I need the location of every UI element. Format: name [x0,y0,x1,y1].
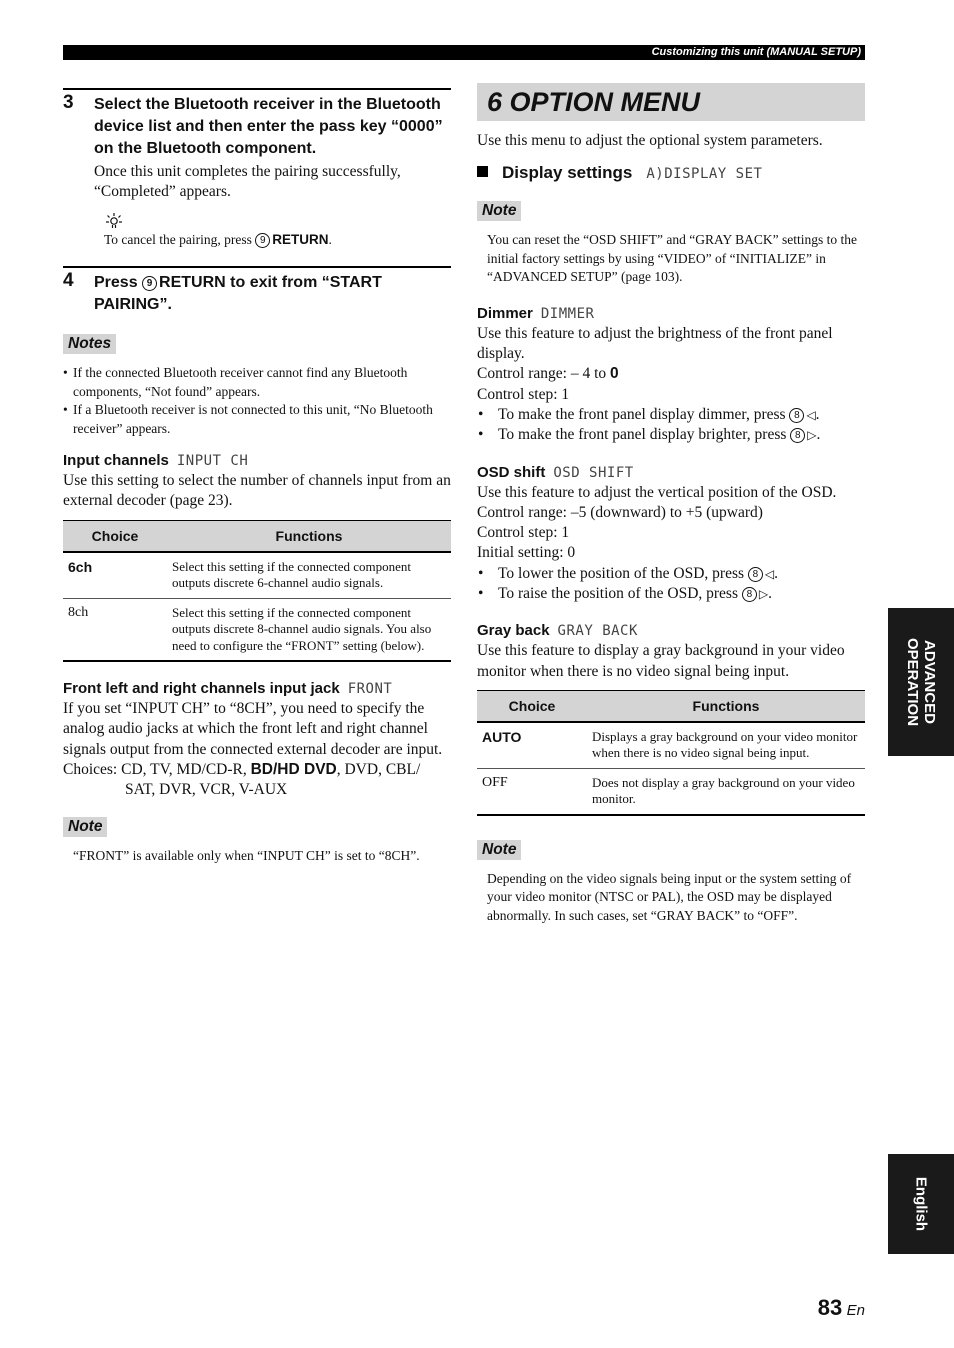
function-cell: Select this setting if the connected component outputs discrete 6-channel audio signals. [167,552,451,599]
tip-end: . [328,232,332,247]
input-channels-table [63,520,451,663]
note-label: Note [477,840,521,860]
list-item: • To make the front panel display brighter, press 8 ▷. [477,425,865,445]
side-tab-label: English [912,1176,930,1232]
key-number-icon: 8 [742,587,757,602]
tip-text: To cancel the pairing, press [104,232,252,247]
list-item: • To lower the position of the OSD, press 8 ◁. [477,564,865,584]
display-settings-heading [477,163,865,183]
input-channels-heading [63,452,451,469]
note-label: Note [477,201,521,221]
step-3 [63,88,451,248]
section-title: Dimmer [477,304,533,322]
choices-list-line2: SAT, DVR, VCR, V-AUX [125,781,288,799]
note-item: • If the connected Bluetooth receiver cannot find any Bluetooth components, “Not found” appears. [63,364,451,401]
note-label: Note [63,817,107,837]
step-body: Once this unit completes the pairing successfully, “Completed” appears. [94,163,401,200]
osd-range: Control range: –5 (downward) to +5 (upward) [477,503,763,521]
dimmer-step: Control step: 1 [477,385,570,403]
default-value: 0 [610,365,619,383]
key-number-icon: 9 [255,233,270,248]
step-heading [94,272,451,316]
range-text: Control range: – 4 to [477,365,607,383]
key-number-icon: 9 [142,276,157,291]
input-channels-body: Use this setting to select the number of channels input from an external decoder (page 23). [63,472,451,510]
key-number-icon: 8 [790,428,805,443]
table-header-row [63,520,451,552]
page-number-value: 83 [817,1295,843,1320]
step-heading: Select the Bluetooth receiver in the Bluetooth device list and then enter the pass key “0000” on the Bluetooth component. [94,96,443,157]
choice-cell: 8ch [63,598,167,661]
dimmer-bullets [477,405,865,446]
key-number-icon: 8 [748,567,763,582]
right-column [477,83,865,925]
page-number [780,1295,865,1321]
section-title: Input channels [63,452,169,469]
right-triangle-icon: ▷ [807,428,817,443]
osd-body: Use this feature to adjust the vertical position of the OSD. [477,483,837,501]
column-header-choice: Choice [63,520,167,552]
column-header-functions: Functions [167,520,451,552]
dimmer-body: Use this feature to adjust the brightness of the front panel display. [477,324,833,363]
page-language: En [846,1302,865,1319]
section-title: Gray back [477,622,550,640]
osd-initial: Initial setting: 0 [477,544,576,562]
hint-lightbulb-icon [104,212,124,230]
step-number: 3 [63,92,74,113]
bullet-text: To make the front panel display brighter, press [498,426,787,444]
side-tab-line: OPERATION [904,637,921,727]
lcd-indicator: INPUT CH [176,453,249,469]
section-title: Front left and right channels input jack [63,680,340,698]
note-text: Depending on the video signals being input or the system setting of your video monitor (NTSC or PAL), the OSD may be displayed abnormally. In such cases, set “GRAY BACK” to “OFF”. [487,870,852,923]
side-tab-line: ADVANCED [921,640,938,724]
square-bullet-icon [477,166,488,177]
step-heading-post: to exit from “START PAIRING”. [94,274,382,313]
step-heading-pre: Press [94,274,138,291]
bullet-text: To raise the position of the OSD, press [498,585,738,603]
lcd-indicator: A)DISPLAY SET [646,166,763,183]
function-cell: Displays a gray background on your video monitor when there is no video signal being input. [587,722,865,769]
list-item: • To raise the position of the OSD, press 8 ▷. [477,584,865,604]
note-block [477,201,865,287]
dimmer-heading [477,305,865,322]
tip [94,212,451,248]
intro-text: Use this menu to adjust the optional system parameters. [477,132,823,149]
gray-back-table [477,690,865,816]
lcd-indicator: DIMMER [540,305,595,322]
lcd-indicator: FRONT [347,681,393,698]
choices-list: CD, TV, MD/CD-R, [121,760,247,778]
table-row [477,722,865,769]
step-4 [63,266,451,316]
gray-back-heading [477,622,865,639]
note-block [63,817,451,866]
osd-bullets [477,564,865,605]
lcd-indicator: OSD SHIFT [553,464,634,481]
list-item: • To make the front panel display dimmer, press 8 ◁. [477,405,865,425]
table-row [63,552,451,599]
bullet-text: To make the front panel display dimmer, press [498,405,786,423]
key-number-icon: 8 [789,408,804,423]
side-tab-label [904,638,938,726]
lcd-indicator: GRAY BACK [557,623,638,640]
notes-block [63,334,451,438]
note-item: • If a Bluetooth receiver is not connected to this unit, “No Bluetooth receiver” appears. [63,401,451,438]
note-text: “FRONT” is available only when “INPUT CH” is set to “8CH”. [73,847,420,863]
choices-label: Choices: [63,760,118,778]
note-block [477,840,865,926]
return-key-label: RETURN [272,232,329,247]
front-jack-heading [63,680,451,697]
bullet-text: To lower the position of the OSD, press [498,564,745,582]
left-column [63,88,451,865]
side-tab-english [888,1154,954,1254]
choices-list-cont: , DVD, CBL/ [336,760,421,778]
running-header [63,45,865,60]
return-key-label: RETURN [159,274,226,291]
function-cell: Does not display a gray background on your video monitor. [587,768,865,815]
page-title: 6 OPTION MENU [477,83,865,121]
column-header-functions: Functions [587,690,865,722]
step-number: 4 [63,270,74,291]
osd-shift-heading [477,464,865,481]
front-jack-body: If you set “INPUT CH” to “8CH”, you need to specify the analog audio jacks at which the front left and right channel signals output from the connected external decoder are input. [63,700,443,758]
side-tab-advanced-operation [888,608,954,756]
left-triangle-icon: ◁ [806,407,816,422]
right-triangle-icon: ▷ [758,587,769,602]
table-row [477,768,865,815]
osd-step: Control step: 1 [477,524,570,542]
choice-cell: 6ch [63,552,167,599]
table-header-row [477,690,865,722]
dimmer-range [477,364,865,384]
notes-label: Notes [63,334,116,354]
gray-body: Use this feature to display a gray background in your video monitor when there is no video signal being input. [477,642,845,680]
choice-cell: AUTO [477,722,587,769]
default-choice: BD/HD DVD [250,760,337,778]
function-cell: Select this setting if the connected component outputs discrete 8-channel audio signals. You also need to configure the “FRONT” setting (below). [167,598,451,661]
left-triangle-icon: ◁ [764,566,775,581]
front-jack-choices [63,760,451,801]
running-title: Customizing this unit (MANUAL SETUP) [651,46,861,58]
choice-cell: OFF [477,768,587,815]
column-header-choice: Choice [477,690,587,722]
notes-list [63,364,451,438]
note-text: You can reset the “OSD SHIFT” and “GRAY BACK” settings to the initial factory settings by using “VIDEO” of “INITIALIZE” in “ADVANCED SETUP” (page 103). [487,232,857,285]
table-row [63,598,451,661]
section-title: Display settings [502,163,633,183]
section-title: OSD shift [477,463,546,481]
